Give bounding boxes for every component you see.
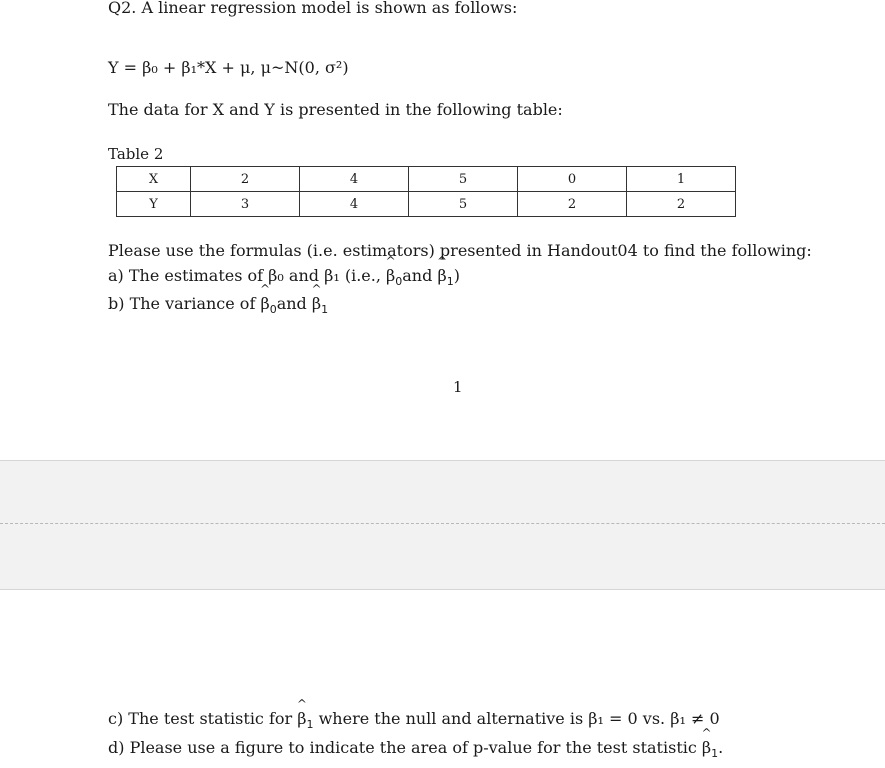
table-cell: 2 [627, 192, 736, 217]
item-c-text: c) The test statistic for [108, 709, 298, 728]
item-d-text: d) Please use a figure to indicate the area of p-value for the test statistic [108, 738, 702, 757]
table-cell: 1 [627, 167, 736, 192]
beta1-sub: 1 [306, 718, 314, 731]
beta1-hat: ^ β [312, 294, 321, 313]
table-cell: 2 [518, 192, 627, 217]
item-b-joiner: and [276, 294, 312, 313]
table-cell: 4 [300, 192, 409, 217]
table-cell: 0 [518, 167, 627, 192]
item-a-joiner: and [402, 266, 438, 285]
item-a-text: a) The estimates of β₀ and β₁ (i.e., [108, 266, 387, 285]
model-equation: Y = β₀ + β₁*X + μ, μ~N(0, σ²) [108, 58, 349, 77]
data-table [116, 166, 736, 217]
beta1-hat: ^ β [297, 709, 306, 728]
item-b [108, 294, 328, 316]
table-cell: 2 [191, 167, 300, 192]
beta0-sub: 0 [269, 303, 277, 316]
page-divider [0, 523, 885, 524]
row-label: X [117, 167, 191, 192]
table-cell: 4 [300, 167, 409, 192]
item-c-hypothesis: where the null and alternative is β₁ = 0 vs. β₁ ≠ 0 [313, 709, 720, 728]
item-c [108, 709, 720, 731]
item-b-text: b) The variance of [108, 294, 261, 313]
item-d [108, 738, 723, 760]
table-row-x [117, 167, 736, 192]
question-title: Q2. A linear regression model is shown as follows: [108, 0, 518, 17]
item-a-close: ) [453, 266, 460, 285]
page-number: 1 [453, 378, 463, 396]
beta0-hat: ^ β [260, 294, 269, 313]
page-gap [0, 460, 885, 590]
beta1-hat: ^ β [437, 266, 446, 285]
beta0-sub: 0 [395, 275, 403, 288]
item-d-period: . [718, 738, 724, 757]
beta1-sub: 1 [321, 303, 329, 316]
beta1-hat: ^ β [702, 738, 711, 757]
table-cell: 5 [409, 167, 518, 192]
instruction-text: Please use the formulas (i.e. estimators) presented in Handout04 to find the following: [108, 241, 812, 260]
table-row-y [117, 192, 736, 217]
beta1-sub: 1 [711, 747, 719, 760]
item-a [108, 266, 460, 288]
table-caption: Table 2 [108, 145, 164, 163]
table-cell: 3 [191, 192, 300, 217]
row-label: Y [117, 192, 191, 217]
table-cell: 5 [409, 192, 518, 217]
beta1-sub: 1 [446, 275, 454, 288]
beta0-hat: ^ β [386, 266, 395, 285]
table-intro: The data for X and Y is presented in the following table: [108, 100, 563, 119]
